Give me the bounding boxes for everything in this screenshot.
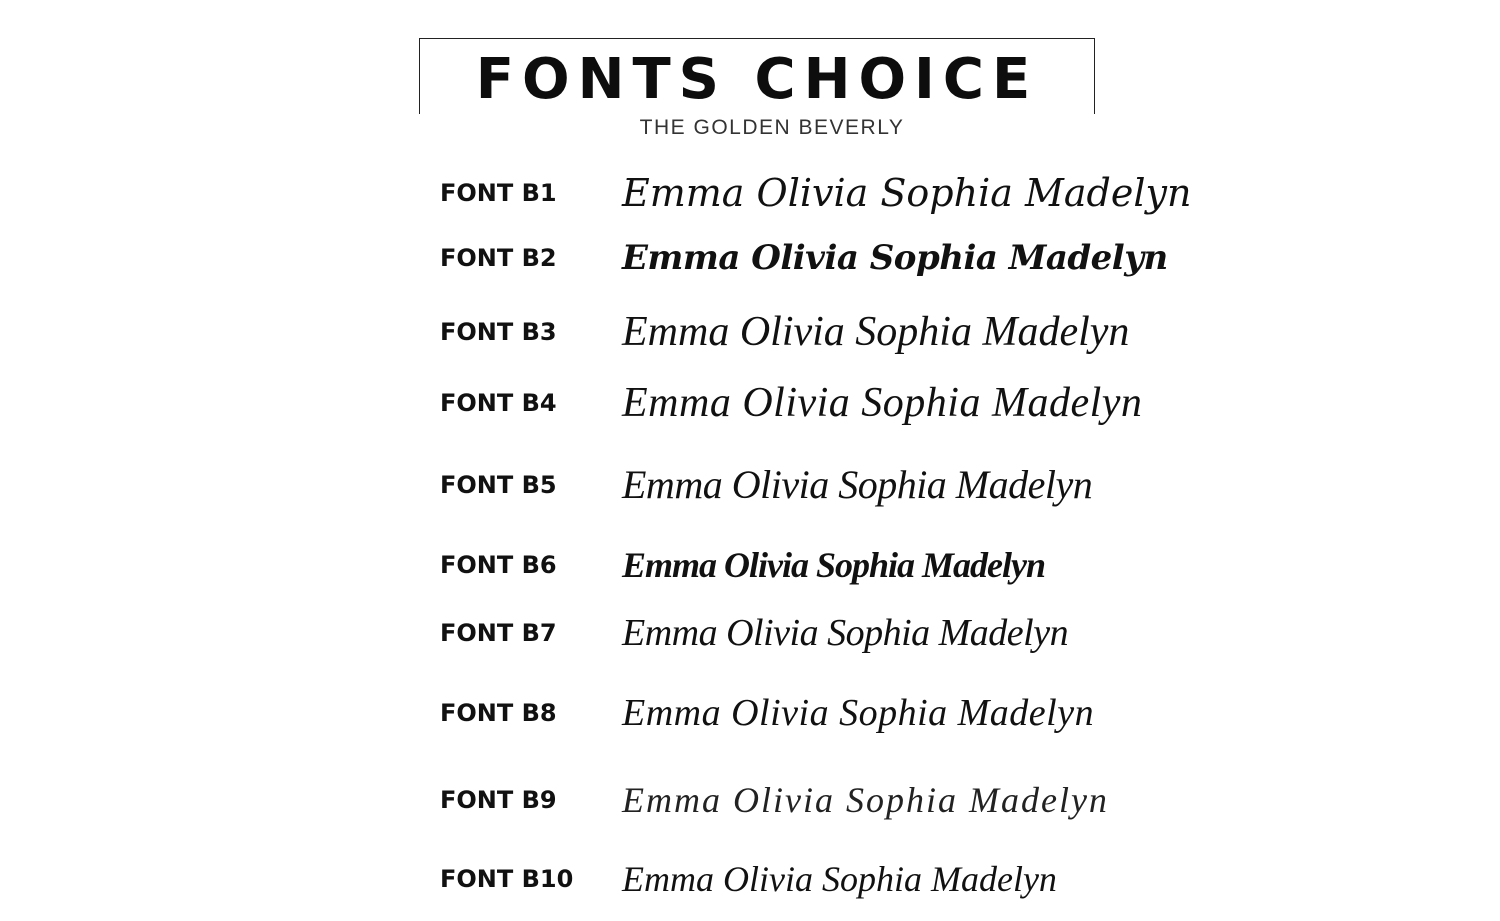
font-sample: Emma Olivia Sophia Madelyn — [622, 692, 1095, 734]
font-row-b2 — [440, 228, 1168, 288]
font-sample: Emma Olivia Sophia Madelyn — [622, 780, 1109, 820]
font-label: FONT B7 — [440, 619, 557, 647]
font-row-b4 — [440, 373, 1143, 433]
font-row-b3 — [440, 302, 1130, 362]
font-row-b9 — [440, 770, 1120, 830]
page-title: FONTS CHOICE — [475, 47, 1039, 112]
font-sample: Emma Olivia Sophia Madelyn — [622, 612, 1069, 654]
font-sample: Emma Olivia Sophia Madelyn — [622, 380, 1143, 426]
font-sample: Emma Olivia Sophia Madelyn — [622, 238, 1168, 278]
font-sample: Emma Olivia Sophia Madelyn — [622, 171, 1192, 215]
font-row-b5 — [440, 455, 1120, 515]
font-sample: Emma Olivia Sophia Madelyn — [622, 859, 1057, 899]
font-label: FONT B10 — [440, 865, 574, 893]
font-row-b10 — [440, 849, 1120, 909]
font-sample: Emma Olivia Sophia Madelyn — [622, 545, 1046, 585]
font-row-b6 — [440, 535, 1120, 595]
font-sample: Emma Olivia Sophia Madelyn — [622, 309, 1130, 355]
font-row-b1 — [440, 163, 1192, 223]
font-row-b8 — [440, 683, 1120, 743]
font-label: FONT B4 — [440, 389, 557, 417]
font-row-b7 — [440, 603, 1120, 663]
font-label: FONT B8 — [440, 699, 557, 727]
font-sample: Emma Olivia Sophia Madelyn — [622, 462, 1093, 507]
page-subtitle: THE GOLDEN BEVERLY — [639, 116, 905, 139]
font-label: FONT B2 — [440, 244, 557, 272]
font-label: FONT B1 — [440, 179, 557, 207]
font-label: FONT B5 — [440, 471, 557, 499]
font-label: FONT B6 — [440, 551, 557, 579]
font-label: FONT B3 — [440, 318, 557, 346]
font-label: FONT B9 — [440, 786, 557, 814]
